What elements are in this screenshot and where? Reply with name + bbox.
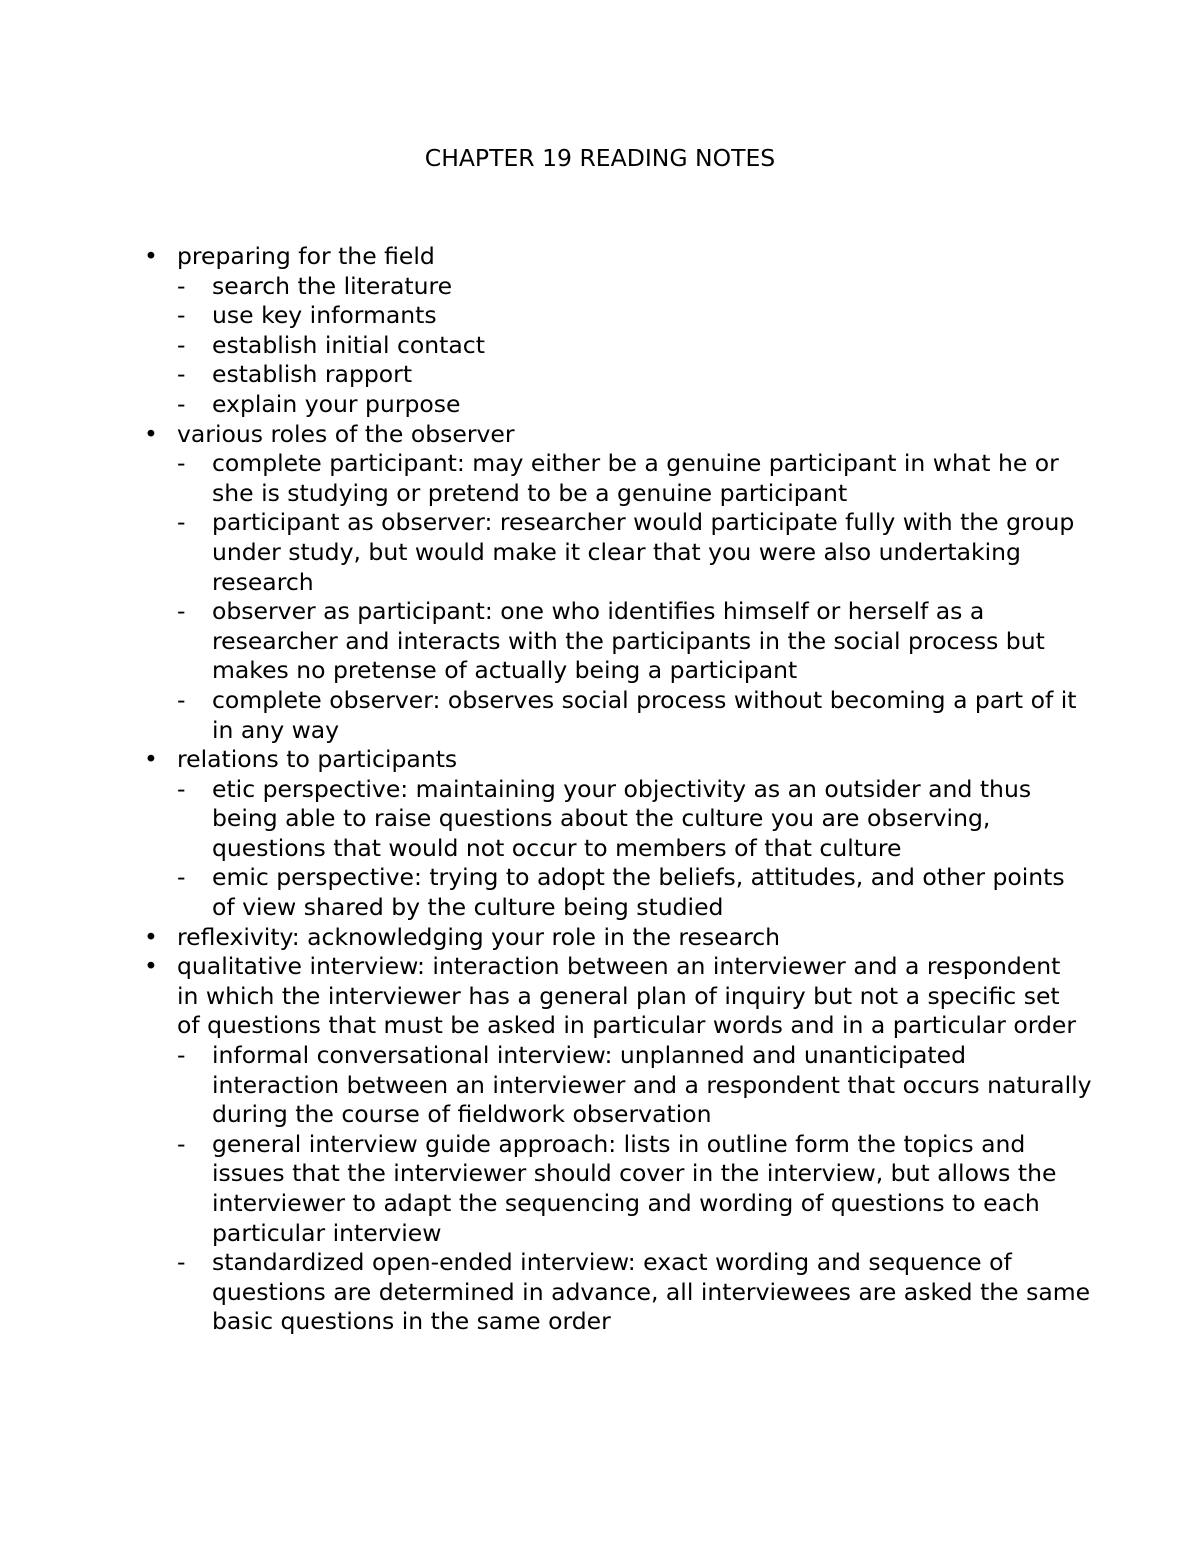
bullet-icon: • bbox=[144, 419, 158, 448]
list-item-text: qualitative interview: interaction between an interviewer and a respondent in which the interviewer has a general plan of inquiry but not a specific set of questions that must be asked in particular words and in a particular order bbox=[177, 952, 1077, 1040]
bullet-icon: • bbox=[144, 745, 158, 774]
sub-list-item bbox=[0, 449, 1092, 508]
sub-list-item-text: general interview guide approach: lists in outline form the topics and issues that the interviewer should cover in the interview, but allows the interviewer to adapt the sequencing and wording of questions to each particular interview bbox=[212, 1129, 1057, 1247]
sub-list-item-text: search the literature bbox=[212, 271, 453, 300]
page-title: CHAPTER 19 READING NOTES bbox=[424, 144, 776, 172]
sub-list-item-text: informal conversational interview: unplanned and unanticipated interaction between an interviewer and a respondent that occurs naturally during the course of fieldwork observation bbox=[212, 1041, 1092, 1129]
sub-list-item-text: explain your purpose bbox=[212, 389, 461, 418]
sub-list-item-text: standardized open-ended interview: exact wording and sequence of questions are determined in advance, all interviewees are asked the same basic questions in the same order bbox=[212, 1248, 1091, 1336]
dash-icon: - bbox=[177, 271, 186, 300]
dash-icon: - bbox=[177, 863, 186, 892]
sub-list-item-text: etic perspective: maintaining your objectivity as an outsider and thus being able to raise questions about the culture you are observing, questions that would not occur to members of that culture bbox=[212, 774, 1032, 862]
bullet-icon: • bbox=[144, 952, 158, 981]
sub-list-item bbox=[0, 301, 1092, 331]
dash-icon: - bbox=[177, 389, 186, 418]
list-item bbox=[0, 745, 1087, 775]
dash-icon: - bbox=[177, 1248, 186, 1277]
sub-list-item bbox=[0, 508, 1092, 597]
dash-icon: - bbox=[177, 330, 186, 359]
sub-list-item bbox=[0, 390, 1092, 420]
sub-list-item-text: emic perspective: trying to adopt the beliefs, attitudes, and other points of view shared by the culture being studied bbox=[212, 863, 1065, 922]
dash-icon: - bbox=[177, 449, 186, 478]
list-item bbox=[0, 242, 1087, 272]
sub-list-item bbox=[0, 272, 1092, 302]
sub-list-item-text: complete participant: may either be a genuine participant in what he or she is studying or pretend to be a genuine participant bbox=[212, 449, 1059, 507]
dash-icon: - bbox=[177, 1129, 186, 1158]
list-item bbox=[0, 952, 1087, 1041]
list-item-text: various roles of the observer bbox=[177, 419, 515, 448]
dash-icon: - bbox=[177, 360, 186, 389]
dash-icon: - bbox=[177, 597, 186, 626]
sub-list-item bbox=[0, 1130, 1092, 1248]
list-item-text: preparing for the field bbox=[177, 242, 435, 270]
sub-list-item bbox=[0, 331, 1092, 361]
dash-icon: - bbox=[177, 774, 186, 803]
sub-list-item-text: complete observer: observes social process without becoming a part of it in any way bbox=[212, 685, 1077, 744]
list-item bbox=[0, 420, 1087, 450]
bullet-icon: • bbox=[144, 922, 158, 951]
dash-icon: - bbox=[177, 301, 186, 330]
dash-icon: - bbox=[177, 508, 186, 537]
bullet-icon: • bbox=[144, 242, 158, 270]
list-item-text: relations to participants bbox=[177, 745, 458, 774]
sub-list-item bbox=[0, 686, 1092, 745]
sub-list-item bbox=[0, 863, 1092, 922]
sub-list-item bbox=[0, 360, 1092, 390]
sub-list-item-text: observer as participant: one who identifies himself or herself as a researcher and interacts with the participants in the social process but makes no pretense of actually being a participant bbox=[212, 597, 1045, 685]
sub-list-item bbox=[0, 1041, 1092, 1130]
sub-list-item bbox=[0, 597, 1092, 686]
dash-icon: - bbox=[177, 1041, 186, 1070]
dash-icon: - bbox=[177, 685, 186, 714]
sub-list-item-text: use key informants bbox=[212, 301, 437, 330]
sub-list-item-text: establish rapport bbox=[212, 360, 413, 389]
list-item-text: reflexivity: acknowledging your role in the research bbox=[177, 922, 781, 951]
sub-list-item-text: establish initial contact bbox=[212, 330, 485, 359]
notes-list bbox=[0, 242, 1200, 1337]
sub-list-item bbox=[0, 775, 1092, 864]
list-item bbox=[0, 923, 1087, 953]
sub-list-item-text: participant as observer: researcher would participate fully with the group under study, but would make it clear that you were also undertaking research bbox=[212, 508, 1075, 596]
sub-list-item bbox=[0, 1248, 1092, 1337]
